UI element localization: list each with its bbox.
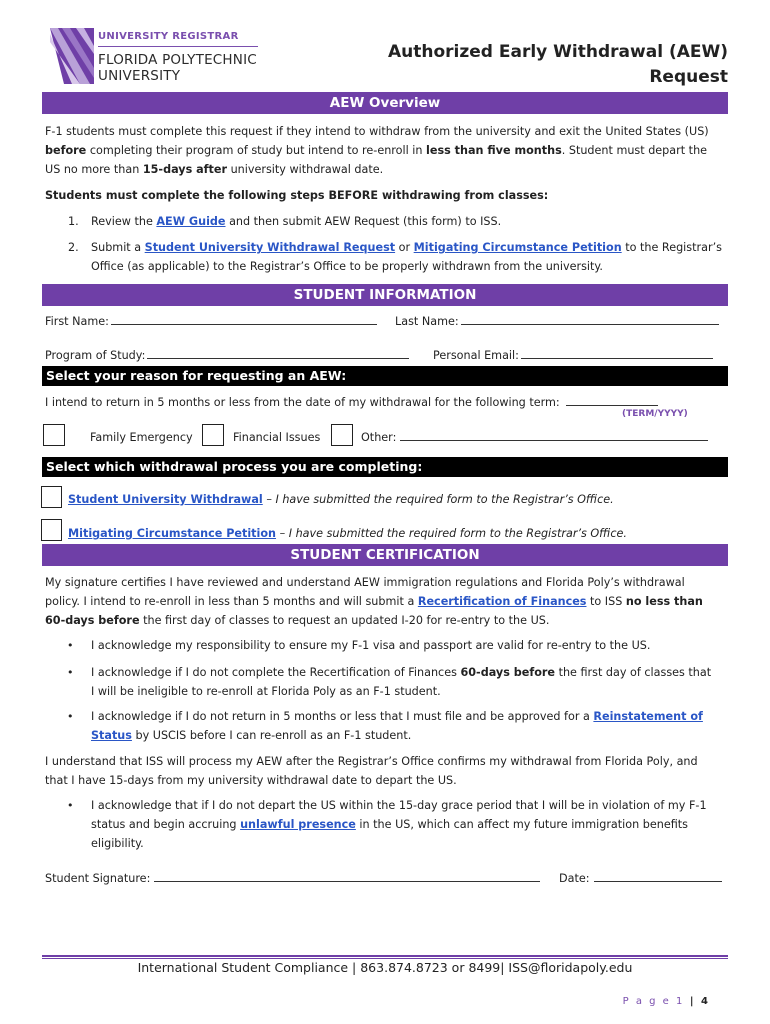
- logo-mark-icon: [50, 28, 94, 84]
- university-withdrawal-checkbox[interactable]: [41, 486, 62, 508]
- financial-issues-label: Financial Issues: [233, 431, 321, 444]
- university-withdrawal-option: Student University Withdrawal – I have submitted the required form to the Registrar’s Office.: [68, 493, 614, 506]
- date-label: Date:: [559, 872, 590, 885]
- program-line[interactable]: [147, 347, 409, 359]
- return-term-field[interactable]: [45, 393, 658, 412]
- email-line[interactable]: [521, 347, 713, 359]
- program-label: Program of Study:: [45, 349, 146, 362]
- bullet-icon: •: [67, 710, 74, 723]
- footer-contact: International Student Compliance | 863.874.8723 or 8499| ISS@floridapoly.edu: [137, 960, 633, 975]
- logo-university-line1: FLORIDA POLYTECHNIC: [98, 52, 257, 68]
- section-heading-process: Select which withdrawal process you are completing:: [42, 457, 728, 477]
- reinstatement-link[interactable]: Reinstatement of: [593, 710, 703, 723]
- logo-university-line2: UNIVERSITY: [98, 68, 181, 84]
- last-name-label: Last Name:: [395, 315, 459, 328]
- other-reason-field[interactable]: [361, 428, 708, 447]
- signature-line[interactable]: [154, 870, 540, 882]
- aew-guide-link[interactable]: AEW Guide: [156, 215, 226, 228]
- other-reason-label: Other:: [361, 431, 397, 444]
- certification-paragraph-2: I understand that ISS will process my AEW after the Registrar’s Office confirms my withdrawal from Florida Poly, and that I have 15-days from my university withdrawal date to depart the US.: [45, 755, 698, 787]
- date-field[interactable]: [559, 869, 722, 888]
- overview-paragraph: F-1 students must complete this request if they intend to withdraw from the university and exit the United States (US) before completing their program of study but intend to re-enroll in less than five months. Student must depart the US no more than 15-days after university withdrawal date.: [45, 125, 709, 176]
- certification-paragraph: My signature certifies I have reviewed and understand AEW immigration regulations and Florida Poly’s withdrawal policy. I intend to re-enroll in less than 5 months and will submit a Recertification of Finances to ISS no less than 60-days before the first day of classes to request an updated I-20 for re-entry to the US.: [45, 576, 703, 627]
- family-emergency-checkbox[interactable]: [43, 424, 65, 446]
- document-title-line2: Request: [649, 67, 728, 87]
- family-emergency-label: Family Emergency: [90, 431, 193, 444]
- acknowledgement-grace-period: I acknowledge that if I do not depart the US within the 15-day grace period that I will be in violation of my F-1 status and begin accruing unlawful presence in the US, which can affect my future immigration benefits eligibility.: [91, 799, 707, 850]
- date-line[interactable]: [594, 870, 722, 882]
- last-name-line[interactable]: [461, 313, 719, 325]
- email-label: Personal Email:: [433, 349, 519, 362]
- footer-divider: [42, 955, 728, 957]
- acknowledgement-visa: I acknowledge my responsibility to ensure my F-1 visa and passport are valid for re-entry to the US.: [91, 639, 651, 652]
- acknowledgement-recertification: I acknowledge if I do not complete the Recertification of Finances 60-days before the first day of classes that I will be ineligible to re-enroll at Florida Poly as an F-1 student.: [91, 666, 712, 698]
- logo-divider: [98, 46, 258, 47]
- first-name-label: First Name:: [45, 315, 109, 328]
- mitigating-petition-option-link[interactable]: Mitigating Circumstance Petition: [68, 527, 277, 540]
- mitigating-petition-link[interactable]: Mitigating Circumstance Petition: [413, 241, 622, 254]
- other-reason-checkbox[interactable]: [331, 424, 353, 446]
- step1-text: Review the AEW Guide and then submit AEW Request (this form) to ISS.: [91, 215, 502, 228]
- bullet-icon: •: [67, 799, 74, 812]
- section-heading-certification: STUDENT CERTIFICATION: [42, 544, 728, 566]
- step2-number: 2.: [68, 241, 79, 254]
- section-heading-overview: AEW Overview: [42, 92, 728, 114]
- first-name-line[interactable]: [111, 313, 377, 325]
- page-number: P a g e 1 | 4: [622, 996, 710, 1007]
- mitigating-petition-checkbox[interactable]: [41, 519, 62, 541]
- bullet-icon: •: [67, 666, 74, 679]
- last-name-field[interactable]: [395, 312, 719, 331]
- bullet-icon: •: [67, 639, 74, 652]
- signature-field[interactable]: [45, 869, 540, 888]
- return-term-label: I intend to return in 5 months or less from the date of my withdrawal for the following term:: [45, 396, 560, 409]
- email-field[interactable]: [433, 346, 713, 365]
- acknowledgement-reinstatement: I acknowledge if I do not return in 5 months or less that I must file and be approved for a Reinstatement of Status by USCIS before I can re-enroll as an F-1 student.: [91, 710, 703, 742]
- other-reason-line[interactable]: [400, 429, 708, 441]
- reinstatement-status-link[interactable]: Status: [91, 729, 132, 742]
- unlawful-presence-link[interactable]: unlawful presence: [240, 818, 356, 831]
- steps-heading: Students must complete the following steps BEFORE withdrawing from classes:: [45, 189, 549, 202]
- step2-text: Submit a Student University Withdrawal Request or Mitigating Circumstance Petition to the Registrar’s Office (as applicable) to the Registrar’s Office to be properly withdrawn from the university.: [91, 241, 722, 273]
- return-term-line[interactable]: [566, 394, 658, 406]
- program-field[interactable]: [45, 346, 409, 365]
- document-title-line1: Authorized Early Withdrawal (AEW): [388, 42, 728, 62]
- section-heading-student-info: STUDENT INFORMATION: [42, 284, 728, 306]
- section-heading-reason: Select your reason for requesting an AEW:: [42, 366, 728, 386]
- document-title: [308, 40, 728, 90]
- withdrawal-request-link[interactable]: Student University Withdrawal Request: [144, 241, 396, 254]
- university-logo: [50, 28, 265, 84]
- recertification-finances-link[interactable]: Recertification of Finances: [417, 595, 587, 608]
- financial-issues-checkbox[interactable]: [202, 424, 224, 446]
- logo-registrar-text: UNIVERSITY REGISTRAR: [98, 31, 239, 42]
- step1-number: 1.: [68, 215, 79, 228]
- first-name-field[interactable]: [45, 312, 377, 331]
- term-format-hint: (TERM/YYYY): [622, 409, 688, 419]
- signature-label: Student Signature:: [45, 872, 151, 885]
- mitigating-petition-option: Mitigating Circumstance Petition – I have submitted the required form to the Registrar’s Office.: [68, 527, 627, 540]
- university-withdrawal-link[interactable]: Student University Withdrawal: [68, 493, 263, 506]
